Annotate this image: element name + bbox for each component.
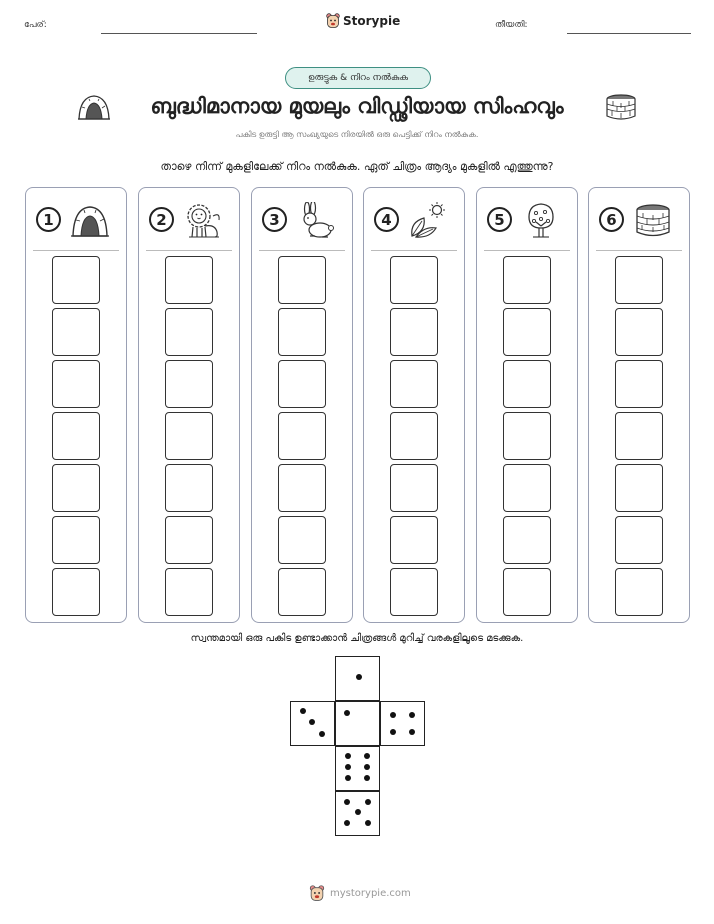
color-box[interactable] [503,308,551,356]
color-box[interactable] [390,412,438,460]
color-box[interactable] [503,464,551,512]
color-box[interactable] [165,516,213,564]
pip [356,674,362,680]
pip [300,708,306,714]
pip [365,820,371,826]
column-6 [588,187,690,623]
column-header [477,202,577,242]
color-box[interactable] [390,256,438,304]
well-icon [633,202,673,240]
column-number: 4 [374,207,399,232]
color-box[interactable] [278,360,326,408]
pip [345,764,351,770]
pip [390,712,396,718]
color-box[interactable] [278,412,326,460]
dice-face-5 [335,791,380,836]
pip [364,775,370,781]
dice-face-1 [335,656,380,701]
column-divider [371,250,457,251]
color-box[interactable] [503,256,551,304]
column-divider [146,250,232,251]
cave-icon [70,202,110,240]
pip [355,809,361,815]
name-field-line[interactable] [101,33,257,34]
dice-instruction: സ്വന്തമായി ഒരു പകിട ഉണ്ടാക്കാൻ ചിത്രങ്ങൾ മുറിച്ച് വരകളിലൂടെ മടക്കുക. [190,633,524,644]
column-divider [596,250,682,251]
bear-logo-icon [309,885,325,902]
pip [344,799,350,805]
well-icon [604,93,638,121]
tree-icon [521,202,561,240]
pip [390,729,396,735]
column-header [26,202,126,242]
color-box[interactable] [503,360,551,408]
column-header [364,202,464,242]
column-number: 5 [487,207,512,232]
date-field-line[interactable] [567,33,691,34]
dice-face-4 [380,701,425,746]
color-box[interactable] [615,464,663,512]
color-box[interactable] [52,360,100,408]
color-box[interactable] [615,516,663,564]
column-1 [25,187,127,623]
storypie-logo [326,13,400,29]
column-header [589,202,689,242]
dice-face-6 [335,746,380,791]
color-box[interactable] [278,256,326,304]
column-2 [138,187,240,623]
color-box[interactable] [615,412,663,460]
column-number: 3 [262,207,287,232]
subtitle: പകിട ഉരുട്ടി ആ സംഖ്യയുടെ നിരയിൽ ഒരു പെട്ടിക്ക് നിറം നൽകുക. [235,130,479,139]
pip [345,753,351,759]
pip [344,710,350,716]
brand-name: Storypie [343,14,401,28]
color-box[interactable] [52,568,100,616]
column-divider [484,250,570,251]
color-box[interactable] [52,256,100,304]
column-3 [251,187,353,623]
column-header [252,202,352,242]
color-box[interactable] [390,360,438,408]
pip [344,820,350,826]
lion-icon [183,202,223,240]
color-box[interactable] [52,412,100,460]
column-header [139,202,239,242]
instruction-text: താഴെ നിന്ന് മുകളിലേക്ക് നിറം നൽകുക. ഏത് ചിത്രം ആദ്യം മുകളിൽ എത്തുന്നു? [160,160,554,173]
color-box[interactable] [278,308,326,356]
dice-face-3 [290,701,335,746]
color-box[interactable] [165,412,213,460]
column-divider [33,250,119,251]
column-5 [476,187,578,623]
sun-leaves-icon [408,202,448,240]
page-title: ബുദ്ധിമാനായ മുയലും വിഡ്ഢിയായ സിംഹവും [150,94,564,118]
color-box[interactable] [390,308,438,356]
footer-url[interactable]: mystorypie.com [330,888,411,899]
color-box[interactable] [278,568,326,616]
color-box[interactable] [52,308,100,356]
dice-face-1 [335,701,380,746]
color-box[interactable] [615,308,663,356]
color-box[interactable] [615,360,663,408]
color-box[interactable] [52,516,100,564]
pip [345,775,351,781]
name-label: പേര്: [24,20,47,30]
pip [365,799,371,805]
color-box[interactable] [615,256,663,304]
color-box[interactable] [390,516,438,564]
pip [409,729,415,735]
color-box[interactable] [52,464,100,512]
rabbit-icon [296,202,336,240]
column-number: 1 [36,207,61,232]
color-box[interactable] [165,308,213,356]
color-box[interactable] [503,568,551,616]
color-box[interactable] [278,464,326,512]
pip [409,712,415,718]
bear-logo-icon [326,13,340,29]
color-box[interactable] [390,464,438,512]
color-box[interactable] [165,464,213,512]
footer [309,885,411,902]
color-box[interactable] [165,360,213,408]
pip [364,764,370,770]
column-number: 2 [149,207,174,232]
pip [364,753,370,759]
column-number: 6 [599,207,624,232]
pip [319,731,325,737]
pip [309,719,315,725]
color-box[interactable] [390,568,438,616]
color-box[interactable] [503,516,551,564]
color-box[interactable] [165,256,213,304]
color-box[interactable] [615,568,663,616]
column-divider [259,250,345,251]
color-box[interactable] [503,412,551,460]
activity-badge: ഉരുട്ടുക & നിറം നൽകുക [285,67,431,89]
date-label: തീയതി: [495,20,528,30]
color-box[interactable] [165,568,213,616]
color-box[interactable] [278,516,326,564]
column-4 [363,187,465,623]
